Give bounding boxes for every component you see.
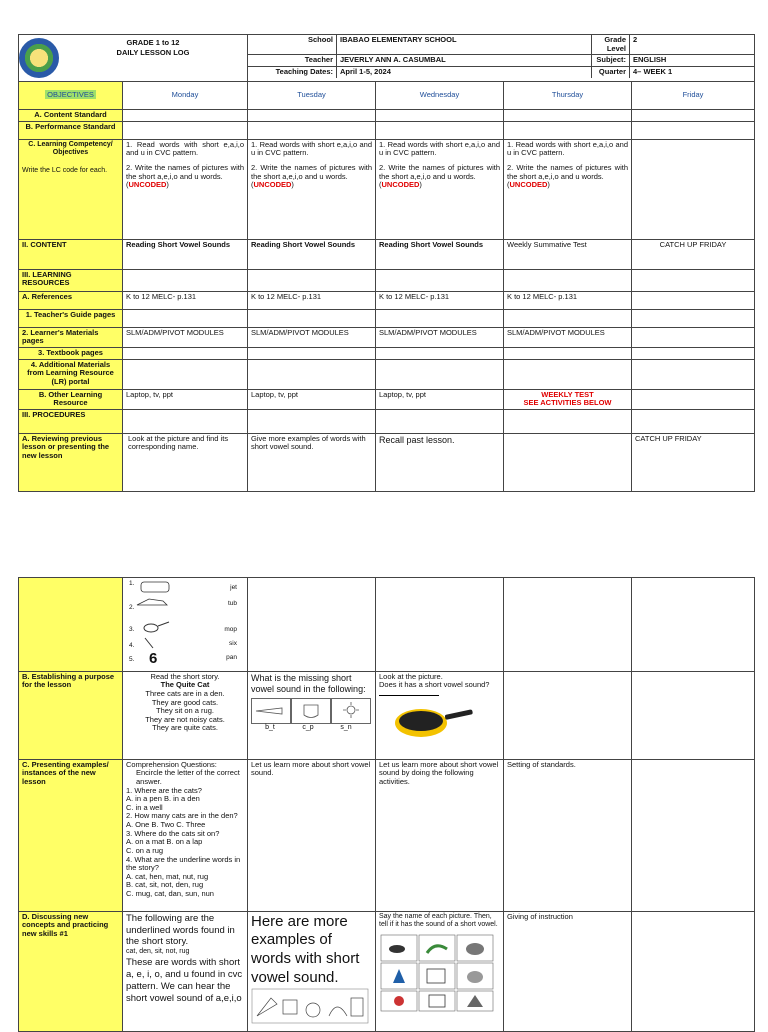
day-header-monday: Monday xyxy=(123,82,248,110)
plane-icon xyxy=(137,599,167,605)
reviewing-monday: Look at the picture and find its corresponding name. xyxy=(123,433,248,491)
question-line: C. mug, cat, dan, sun, nun xyxy=(126,889,214,898)
content-tuesday: Reading Short Vowel Sounds xyxy=(248,239,376,269)
item-number-1: 1. xyxy=(129,580,135,587)
competency-monday: 1. Read words with short e,a,i,o and u in CVC pattern. 2. Write the names of pictures with the short a,e,i,o and u words. (UNCODED) xyxy=(123,139,248,239)
discussing-tuesday: Here are more examples of words with short vowel sound. xyxy=(248,911,376,1031)
lm-pages-thursday: SLM/ADM/PIVOT MODULES xyxy=(504,327,632,347)
big-number: 6 xyxy=(149,650,158,667)
item-number-3: 3. xyxy=(129,626,135,633)
content-thursday: Weekly Summative Test xyxy=(504,239,632,269)
row-label-performance-standard: B. Performance Standard xyxy=(19,121,123,139)
item-number-5: 5. xyxy=(129,656,135,663)
row-label-establishing: B. Establishing a purpose for the lesson xyxy=(19,671,123,759)
objectives-header: OBJECTIVES xyxy=(19,82,123,110)
school-value: IBABAO ELEMENTARY SCHOOL xyxy=(337,35,592,55)
row-label-learning-competency: C. Learning Competency/ Objectives Write the LC code for each. xyxy=(19,139,123,239)
question-line: A. One B. Two C. Three xyxy=(126,820,206,829)
quarter-label: Quarter xyxy=(592,66,630,77)
missing-word-2: c_p xyxy=(302,724,314,732)
row-label-content: II. CONTENT xyxy=(19,239,123,269)
discussing-thursday: Giving of instruction xyxy=(504,911,632,1031)
competency-thursday: 1. Read words with short e,a,i,o and u in CVC pattern. 2. Write the names of pictures with the short a,e,i,o and u words. (UNCODED) xyxy=(504,139,632,239)
establishing-wednesday: Look at the picture. Does it has a short vowel sound? xyxy=(376,671,504,759)
lm-pages-tuesday: SLM/ADM/PIVOT MODULES xyxy=(248,327,376,347)
deped-seal-icon xyxy=(19,38,59,78)
see-activities-label: SEE ACTIVITIES BELOW xyxy=(523,398,612,408)
question-line: 4. What are the underline words in the story? xyxy=(126,854,241,873)
teacher-label: Teacher xyxy=(248,55,337,67)
question-line: C. in a well xyxy=(126,802,163,812)
day-header-thursday: Thursday xyxy=(504,82,632,110)
quarter-value: 4– WEEK 1 xyxy=(630,66,755,77)
lm-pages-wednesday: SLM/ADM/PIVOT MODULES xyxy=(376,327,504,347)
dates-value: April 1-5, 2024 xyxy=(337,66,592,77)
row-label-other-resource: B. Other Learning Resource xyxy=(19,389,123,409)
lesson-log-table-bottom xyxy=(18,577,755,1032)
story-line-3: They sit on a rug. xyxy=(156,706,214,716)
vowel-picture-grid xyxy=(379,933,497,1013)
word-pan: pan xyxy=(226,654,237,661)
row-label-procedures: III. PROCEDURES xyxy=(19,409,123,433)
day-header-friday: Friday xyxy=(632,82,755,110)
competency-tuesday: 1. Read words with short e,a,i,o and u in CVC pattern. 2. Write the names of pictures with the short a,e,i,o and u words. (UNCODED) xyxy=(248,139,376,239)
subject-label: Subject: xyxy=(592,55,630,67)
weekly-test-label: WEEKLY TEST xyxy=(541,389,594,399)
word-tub: tub xyxy=(227,600,237,607)
establishing-monday: Read the short story. The Quite Cat Three cats are in a den. They are good cats. They sit on a rug. They are not noisy cats. They are quite cats. xyxy=(123,671,248,759)
dates-label: Teaching Dates: xyxy=(248,66,337,77)
picture-matching-cell xyxy=(123,578,248,672)
story-line-1: Three cats are in a den. xyxy=(145,688,225,698)
question-line: 3. Where do the cats sit on? xyxy=(126,828,220,838)
word-mop: mop xyxy=(224,626,237,633)
question-line: A. in a pen B. in a den xyxy=(126,794,200,804)
presenting-wednesday: Let us learn more about short vowel sound by doing the following activities. xyxy=(376,759,504,911)
header-title-cell xyxy=(19,35,248,82)
vowel-examples-icons xyxy=(251,988,369,1024)
reviewing-wednesday: Recall past lesson. xyxy=(376,433,504,491)
word-jet: jet xyxy=(230,584,237,591)
establishing-tuesday: What is the missing short vowel sound in the following: b_t c_p s_n xyxy=(248,671,376,759)
story-title: The Quite Cat xyxy=(160,680,210,690)
story-line-2: They are good cats. xyxy=(151,697,219,707)
school-label: School xyxy=(248,35,337,55)
row-label-reviewing: A. Reviewing previous lesson or presenting the new lesson xyxy=(19,433,123,491)
discussing-monday: The following are the underlined words found in the short story. cat, den, sit, not, rug These are words with short a, e, i, o, and u found in cvc pattern. We can hear the short vowel sound of a,e,i,o xyxy=(123,911,248,1031)
comprehension-title: Comprehension Questions: xyxy=(126,759,217,769)
presenting-tuesday: Let us learn more about short vowel sound. xyxy=(248,759,376,911)
cup-icon xyxy=(291,698,331,724)
row-label-textbook-pages: 3. Textbook pages xyxy=(19,347,123,359)
word-six: six xyxy=(229,640,237,647)
missing-word-3: s_n xyxy=(340,724,352,732)
other-resource-thursday xyxy=(504,389,632,409)
references-tuesday: K to 12 MELC- p.131 xyxy=(248,291,376,309)
story-line-5: They are quite cats. xyxy=(152,723,218,733)
grade-title: GRADE 1 to 12 xyxy=(126,38,180,47)
underlined-words: cat, den, sit, not, rug xyxy=(126,948,190,956)
row-label-content-standard: A. Content Standard xyxy=(19,110,123,122)
item-number-2: 2. xyxy=(129,604,135,611)
row-label-learning-resources: III. LEARNING RESOURCES xyxy=(19,269,123,291)
row-label-additional-materials: 4. Additional Materials from Learning Resource (LR) portal xyxy=(19,359,123,389)
lc-code-note: Write the LC code for each. xyxy=(22,166,108,174)
row-label-tg-pages: 1. Teacher's Guide pages xyxy=(19,309,123,327)
row-label-discussing: D. Discussing new concepts and practicing new skills #1 xyxy=(19,911,123,1031)
competency-wednesday: 1. Read words with short e,a,i,o and u in CVC pattern. 2. Write the names of pictures with the short a,e,i,o and u words. (UNCODED) xyxy=(376,139,504,239)
story-line-4: They are not noisy cats. xyxy=(145,714,225,724)
grade-level-label: Grade Level xyxy=(592,35,630,55)
lm-pages-monday: SLM/ADM/PIVOT MODULES xyxy=(123,327,248,347)
row-label-references: A. References xyxy=(19,291,123,309)
question-line: A. on a mat B. on a lap xyxy=(126,837,203,847)
pan-icon xyxy=(144,624,158,632)
mop-icon xyxy=(145,638,153,648)
question-line: 2. How many cats are in the den? xyxy=(126,811,238,821)
presenting-monday: Comprehension Questions: Encircle the letter of the correct answer. 1. Where are the cats? A. in a pen B. in a den C. in a well 2. How many cats are in the den? A. One B. Two C. Three 3. Where do the cats sit on? A. on a mat B. on a lap C. on a rug 4. What are the underline words in the story? A. cat, hen, mat, nut, rug B. cat, sit, not, den, rug C. mug, cat, dan, sun, nun xyxy=(123,759,248,911)
other-resource-monday: Laptop, tv, ppt xyxy=(123,389,248,409)
question-line: A. cat, hen, mat, nut, rug xyxy=(126,871,209,881)
item-number-4: 4. xyxy=(129,642,135,649)
day-header-tuesday: Tuesday xyxy=(248,82,376,110)
content-monday: Reading Short Vowel Sounds xyxy=(123,239,248,269)
row-label-presenting: C. Presenting examples/ instances of the new lesson xyxy=(19,759,123,911)
day-header-wednesday: Wednesday xyxy=(376,82,504,110)
row-label-lm-pages: 2. Learner's Materials pages xyxy=(19,327,123,347)
presenting-thursday: Setting of standards. xyxy=(504,759,632,911)
reviewing-tuesday: Give more examples of words with short vowel sound. xyxy=(248,433,376,491)
references-wednesday: K to 12 MELC- p.131 xyxy=(376,291,504,309)
lesson-log-table-top xyxy=(18,34,755,492)
content-friday: CATCH UP FRIDAY xyxy=(632,239,755,269)
other-resource-wednesday: Laptop, tv, ppt xyxy=(376,389,504,409)
bat-icon xyxy=(251,698,291,724)
teacher-value: JEVERLY ANN A. CASUMBAL xyxy=(337,55,592,67)
references-monday: K to 12 MELC- p.131 xyxy=(123,291,248,309)
bus-icon xyxy=(141,582,169,592)
sun-icon xyxy=(331,698,371,724)
references-thursday: K to 12 MELC- p.131 xyxy=(504,291,632,309)
frying-pan-icon xyxy=(387,699,477,743)
other-resource-tuesday: Laptop, tv, ppt xyxy=(248,389,376,409)
reviewing-friday: CATCH UP FRIDAY xyxy=(632,433,755,491)
content-wednesday: Reading Short Vowel Sounds xyxy=(376,239,504,269)
question-line: 1. Where are the cats? xyxy=(126,785,202,795)
missing-word-1: b_t xyxy=(265,724,275,732)
log-title: DAILY LESSON LOG xyxy=(116,47,190,57)
question-line: B. cat, sit, not, den, rug xyxy=(126,880,204,890)
grade-level-value: 2 xyxy=(633,35,638,44)
discussing-wednesday: Say the name of each picture. Then, tell if it has the sound of a short vowel. xyxy=(376,911,504,1031)
header-info-cell xyxy=(248,35,755,82)
question-line: C. on a rug xyxy=(126,845,164,855)
subject-value: ENGLISH xyxy=(630,55,755,67)
